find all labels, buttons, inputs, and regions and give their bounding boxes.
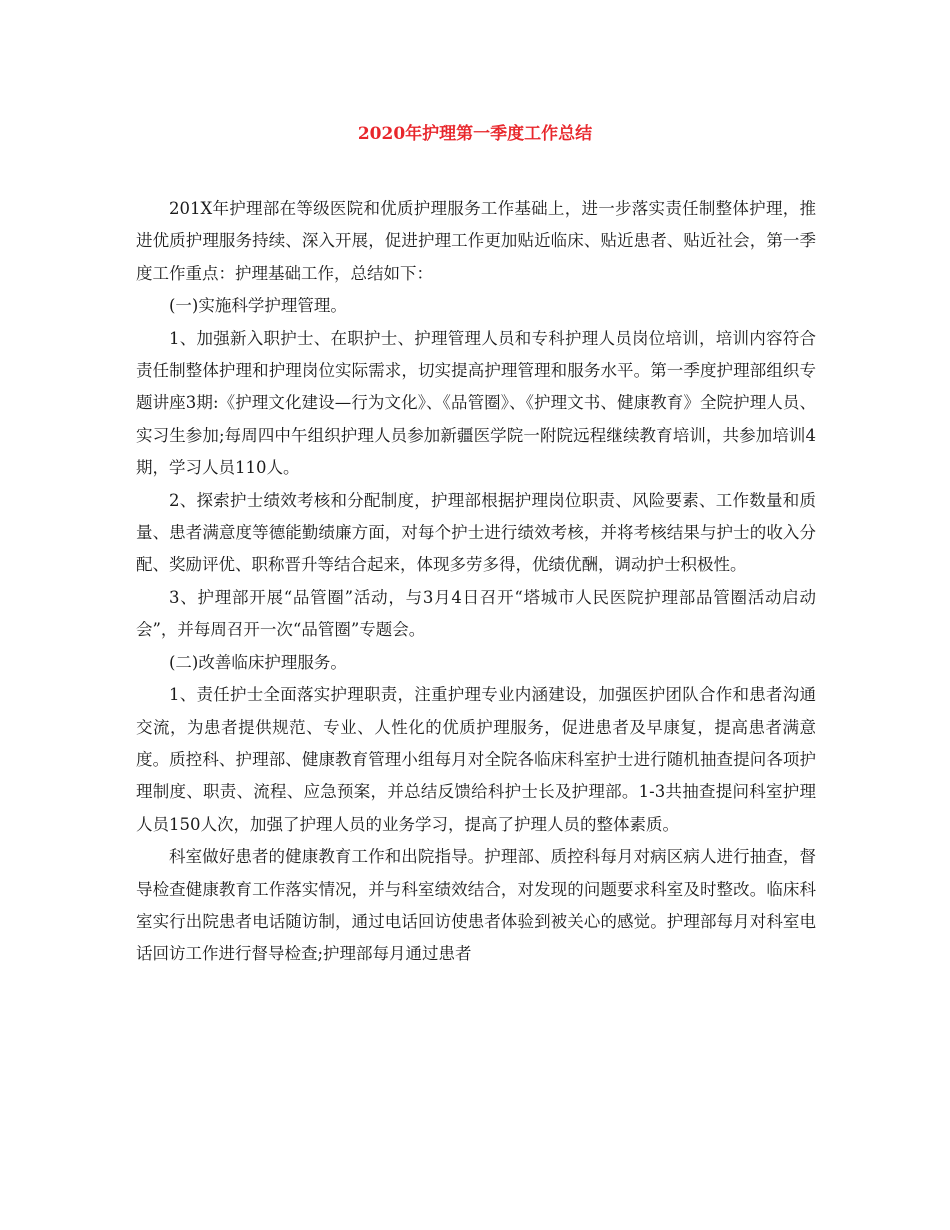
section-heading-2: (二)改善临床护理服务。 xyxy=(169,652,347,672)
document-body xyxy=(136,193,816,971)
paragraph-item-1-1: 1、加强新入职护士、在职护士、护理管理人员和专科护理人员岗位培训，培训内容符合责任制整体护理和护理岗位实际需求，切实提高护理管理和服务水平。第一季度护理部组织专题讲座3期:《护理文化建设—行为文化》、《品管圈》、《护理文书、健康教育》全院护理人员、实习生参加;每周四中午组织护理人员参加新疆医学院一附院远程继续教育培训，共参加培训4期，学习人员110人。 xyxy=(136,328,816,478)
section-heading-1: (一)实施科学护理管理。 xyxy=(169,296,347,316)
paragraph-intro: 201X年护理部在等级医院和优质护理服务工作基础上，进一步落实责任制整体护理，推进优质护理服务持续、深入开展，促进护理工作更加贴近临床、贴近患者、贴近社会，第一季度工作重点：护理基础工作，总结如下： xyxy=(136,199,816,283)
paragraph-item-1-3: 3、护理部开展“品管圈”活动，与3月4日召开“塔城市人民医院护理部品管圈活动启动会”，并每周召开一次“品管圈”专题会。 xyxy=(136,587,816,640)
document-title: 2020年护理第一季度工作总结 xyxy=(357,124,593,144)
paragraph-item-1-2: 2、探索护士绩效考核和分配制度，护理部根据护理岗位职责、风险要素、工作数量和质量、患者满意度等德能勤绩廉方面，对每个护士进行绩效考核，并将考核结果与护士的收入分配、奖励评优、职称晋升等结合起来，体现多劳多得，优绩优酬，调动护士积极性。 xyxy=(136,490,816,575)
paragraph-item-2-2: 科室做好患者的健康教育工作和出院指导。护理部、质控科每月对病区病人进行抽查，督导检查健康教育工作落实情况，并与科室绩效结合，对发现的问题要求科室及时整改。临床科室实行出院患者电话随访制，通过电话回访使患者体验到被关心的感觉。护理部每月对科室电话回访工作进行督导检查;护理部每月通过患者 xyxy=(136,847,816,964)
paragraph-item-2-1: 1、责任护士全面落实护理职责，注重护理专业内涵建设，加强医护团队合作和患者沟通交流，为患者提供规范、专业、人性化的优质护理服务，促进患者及早康复，提高患者满意度。质控科、护理部、健康教育管理小组每月对全院各临床科室护士进行随机抽查提问各项护理制度、职责、流程、应急预案，并总结反馈给科护士长及护理部。1-3共抽查提问科室护理人员150人次，加强了护理人员的业务学习，提高了护理人员的整体素质。 xyxy=(136,685,816,834)
